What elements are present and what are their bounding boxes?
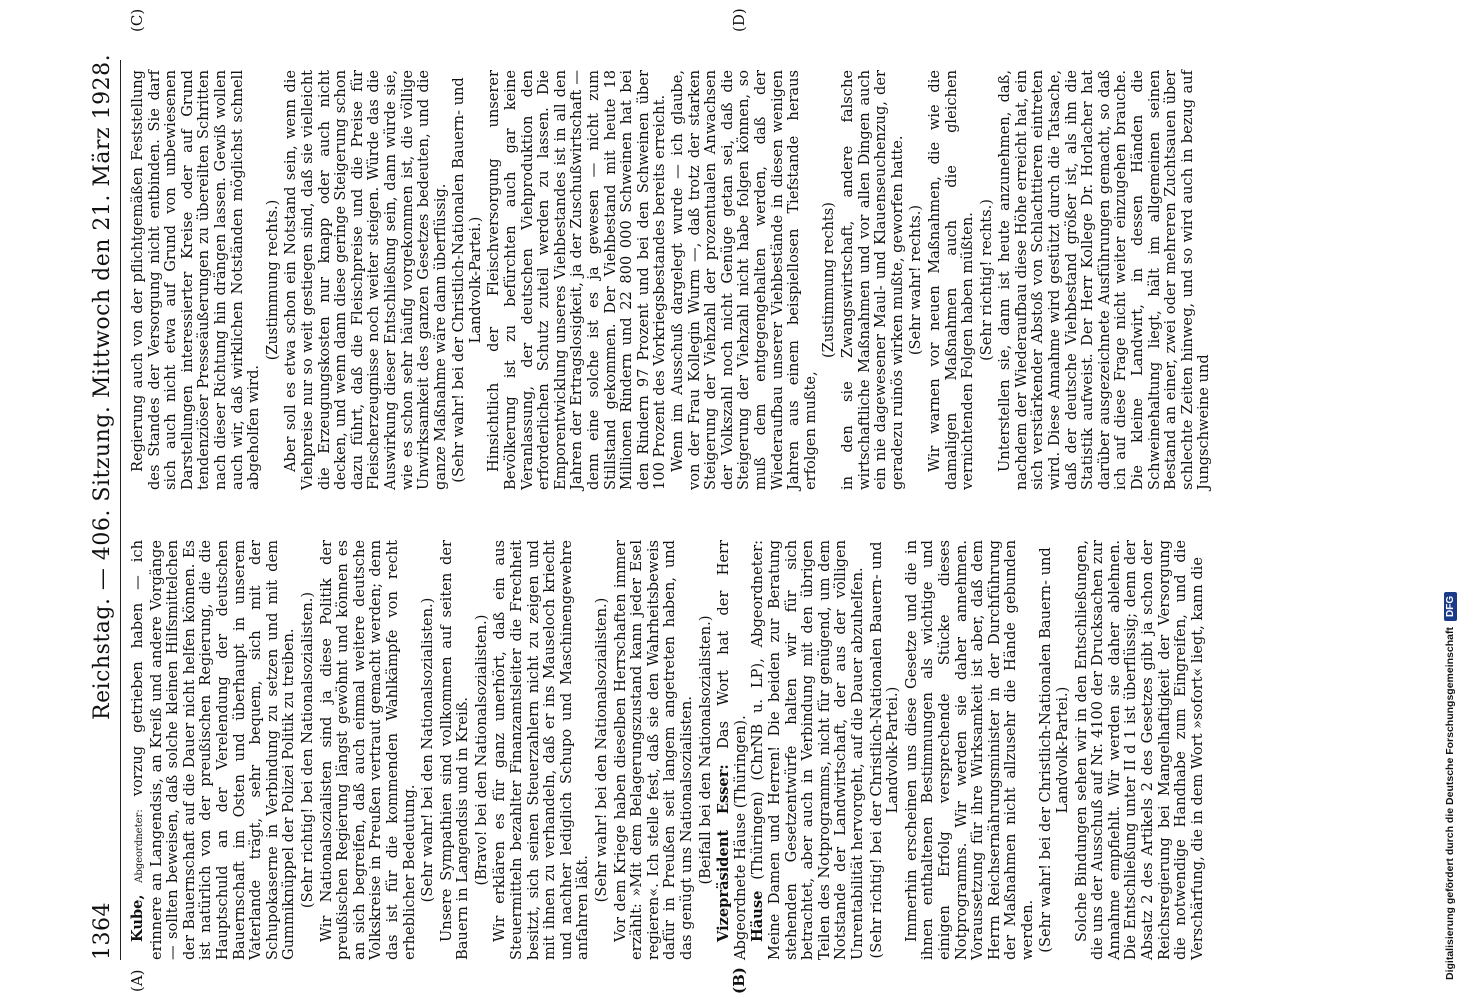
paragraph: [670, 70, 819, 490]
paragraph: [997, 70, 1213, 490]
left-column: [130, 540, 1207, 960]
paragraph: [130, 540, 298, 960]
paragraph: [716, 540, 749, 960]
paragraph-text: Wir erklären es für ganz unerhört, daß ein aus Steuermitteln bezahlter Finanzamtsleiter die Frechheit besitzt, sich seinen Steuerzahlern nicht zu zeigen und mit ihnen zu verhandeln, daß er ins Mauseloch kriecht und nachher lediglich Schupo und Maschinengewehre anfahren läßt.: [491, 540, 592, 960]
paragraph-text: Wir Nationalsozialisten sind ja diese Politik der preußischen Regierung längst gewöhnt und können es an sich begreifen, daß auch einmal weitere deutsche Volkskreise in Preußen vertraut gemacht werden; denn das ist für die kommenden Wahlkämpfe von recht erheblicher Bedeutung.: [317, 540, 418, 960]
paragraph-text: Unsere Sympathien sind vollkommen auf seiten der Bauern in Langendsis und in Kreiß.: [437, 540, 472, 960]
paragraph-text: Hinsichtlich der Fleischversorgung unserer Bevölkerung ist zu befürchten auch gar keine Veranlassung, der deutschen Viehproduktion den erforderlichen Schutz zuteil werden zu lassen. Die Emporentwicklung unseres Viehbestandes ist in all den Jahren der Ertragslosigkeit, ja der Zuschußwirtschaft — denn eine solche ist es ja gewesen — nicht zum Stillstand gekommen. Der Viehbestand mit heute 18 Millionen Rindern und 22 800 000 Schweinen hat bei den Rindern 97 Prozent und bei den Schweinen über 100 Prozent des Vorkriegsbestandes bereits erreicht.: [485, 70, 669, 490]
right-column: [130, 70, 1214, 490]
paragraph: [840, 70, 906, 490]
paragraph-text: Aber soll es etwa schon ein Notstand sein, wenn die Viehpreise nur so weit gestiegen sind, daß sie vielleicht die Erzeugungskosten nur knapp oder auch nicht decken, und wenn dann diese geringe Steigerung schon dazu führt, daß die Fleischpreise und die Preise für Fleischerzeugnisse noch weiter steigen. Würde das die Auswirkung dieser Entschließung sein, dann würde sie, wie es schon sehr häufig vorgekommen ist, die völlige Unwirksamkeit des ganzen Gesetzes bedeuten, und die ganze Maßnahme wäre dann überflüssig.: [282, 70, 449, 490]
rotated-page: [90, 0, 1350, 1000]
dfg-logo-icon: DFG: [1444, 592, 1457, 621]
paragraph: [319, 540, 419, 960]
margin-marker-a: (A): [128, 969, 146, 992]
interjection: (Zustimmung rechts): [820, 202, 838, 358]
paragraph: [750, 540, 866, 960]
interjection: (Sehr wahr! bei der Christlich-Nationalen Bauern- und Landvolk-Partei.): [450, 77, 484, 483]
paragraph-text: (Thüringen) (ChrNB u. LP), Abgeordneter: Meine Damen und Herren! Die beiden zur Beratung stehenden Gesetzentwürfe halten wir für sich betrachtet, aber auch in Verbindung mit den übrigen Teilen des Notprogramms, nicht für genügend, um dem Notstande der Landwirtschaft, der aus der völligen Unrentabilität hervorgeht, auf die Dauer abzuhelfen.: [749, 540, 866, 960]
paragraph-text: vorzug getrieben haben — ich erinnere an Langendsis, an Kreiß und andere Vorgänge — sollten beweisen, daß solche kleinen Hilfsmittelchen der Bauernschaft auf die Dauer nicht helfen können. Es ist natürlich von der preußischen Regierung, die die Hauptschuld an der Verelendung der deutschen Bauernschaft im Osten und überhaupt in unserem Vaterlande trägt, sehr bequem, sich mit der Schupokaserne in Verbindung zu setzen und mit dem Gummiknüppel der Polizei Politik zu treiben.: [129, 540, 298, 960]
paragraph: [1074, 540, 1207, 960]
paragraph-text: Das Wort hat der Herr Abgeordnete Häuse (Thüringen).: [715, 540, 749, 960]
paragraph-text: Vor dem Kriege haben dieselben Herrschaften immer erzählt: »Mit dem Belagerungszustand kann jeder Esel regieren«. Ich stelle fest, daß sie den Wahrheitsbeweis dafür in Preußen seit langem angetreten haben, und das genügt uns Nationalsozialisten.: [611, 540, 695, 960]
paragraph: [283, 70, 449, 490]
paragraph: [904, 540, 1037, 960]
paragraph: [927, 70, 977, 490]
speaker-name: Häuse: [749, 890, 767, 942]
interjection: (Zustimmung rechts.): [263, 199, 281, 361]
watermark-text: Digitalisierung gefördert durch die Deutsche Forschungsgemeinschaft: [1444, 627, 1456, 980]
paragraph-text: Immerhin erscheinen uns diese Gesetze und die in ihnen enthaltenen Bestimmungen als wichtige und einigen Erfolg versprechende Stücke dieses Notprogramms. Wir werden sie daher annehmen. Voraussetzung für ihre Wirksamkeit ist aber, daß dem Herrn Reichsernährungsminister in der Durchführung der Maßnahmen nicht allzusehr die Hände gebunden werden.: [902, 540, 1036, 960]
margin-marker-d: (D): [730, 8, 748, 32]
paragraph: [486, 70, 669, 490]
watermark-text-row: [1440, 20, 1460, 980]
interjection: (Sehr wahr! rechts.): [907, 204, 925, 356]
margin-marker-b: (B): [730, 967, 748, 994]
paragraph: [613, 540, 696, 960]
paragraph-text: Wenn im Ausschuß dargelegt wurde — ich glaube, von der Frau Kollegin Wurm —, daß trotz der starken Steigerung der Viehzahl der prozentualen Anwachsen der Volkszahl noch nicht Genüge getan sei, daß die Steigerung der Viehzahl nicht habe folgen können, so muß dem entgegengehalten werden, daß der Wiederaufbau unserer Viehbestände in diesen wenigen Jahren aus einem beispiellosen Tiefstande heraus erfolgen mußte,: [669, 70, 819, 490]
dfg-watermark: [1410, 20, 1456, 980]
speaker-note: Abgeordneter:: [134, 809, 145, 895]
paragraph-text: Solche Bindungen sehen wir in den Entschließungen, die uns der Ausschuß auf Nr. 4100 der Drucksachen zur Annahme empfiehlt. Wir werden sie daher ablehnen. Die Entschließung unter II d 1 ist überflüssig; denn der Absatz 2 des Artikels 2 des Gesetzes gibt ja schon der Reichsregierung bei Mangelhaftigkeit der Versorgung die notwendige Handhabe zum Eingreifen, und die Verschärfung, die in dem Wort »sofort« liegt, kann die: [1072, 540, 1206, 960]
speaker-name: Kube,: [129, 894, 146, 942]
page-header: [90, 53, 120, 960]
interjection: (Sehr wahr! bei den Nationalsozialisten.): [419, 597, 437, 903]
paragraph-text: Wir warnen vor neuen Maßnahmen, die wie die damaligen Maßnahmen auch die gleichen vernichtenden Folgen haben müßten.: [925, 70, 977, 490]
interjection: (Sehr wahr! bei den Nationalsozialisten.): [593, 597, 611, 903]
interjection: (Sehr richtig! bei den Nationalsozialisten.): [298, 591, 316, 909]
margin-marker-c: (C): [128, 8, 146, 32]
page-number: 1364: [90, 902, 115, 960]
running-head: Reichstag. — 406. Sitzung. Mittwoch den 21. März 1928.: [90, 53, 115, 720]
paragraph-text: in den sie Zwangswirtschaft, andere falsche wirtschaftliche Maßnahmen und vor allen Dingen auch ein nie dagewesener Maul- und Klauenseuchenzug, der geradezu ruinös wirken mußte, geworfen hatte.: [838, 70, 906, 490]
speaker-name: Vizepräsident Esser:: [715, 764, 733, 942]
paragraph: [492, 540, 592, 960]
interjection: (Sehr richtig! rechts.): [977, 199, 995, 361]
interjection: (Bravo! bei den Nationalsozialisten.): [472, 614, 490, 886]
interjection: (Beifall bei den Nationalsozialisten.): [696, 615, 714, 885]
paragraph: [439, 540, 472, 960]
paragraph-text: Regierung auch von der pflichtgemäßen Feststellung des Standes der Versorgung nicht entbinden. Sie darf sich auch nicht etwa auf Grund von unbewiesenen Darstellungen interessierter Kreise oder auf Grund tendenziöser Presseäußerungen zu übereilten Schritten nach dieser Richtung hin drängen lassen. Gewiß wollen auch wir, daß wirklichen Notständen möglichst schnell abgeholfen wird.: [129, 70, 263, 490]
header-rule: [120, 60, 121, 960]
paragraph: [130, 70, 263, 490]
interjection: (Sehr richtig! bei der Christlich-Nationalen Bauern- und Landvolk-Partei.): [867, 541, 902, 959]
paragraph-text: Unterstellen sie, dann ist heute anzunehmen, daß, nachdem der Wiederaufbau diese Höhe erreicht hat, ein sich verstärkender Abstoß von Schlachttieren eintreten wird. Diese Annahme wird gestützt durch die Tatsache, daß der deutsche Viehbestand größer ist, als ihn die Statistik aufweist. Der Herr Kollege Dr. Horlacher hat darüber ausgezeichnete Ausführungen gemacht, so daß ich auf diese Frage nicht weiter einzugehen brauche. Die kleine Landwirt, in dessen Händen die Schweinehaltung liegt, hält im allgemeinen seinen Bestand an einer, zwei oder mehreren Zuchtsauen über schlechte Zeiten hinweg, und so wird auch in bezug auf Jungschweine und: [996, 70, 1213, 490]
interjection: (Sehr wahr! bei der Christlich-Nationalen Bauern- und Landvolk-Partei.): [1037, 547, 1072, 953]
